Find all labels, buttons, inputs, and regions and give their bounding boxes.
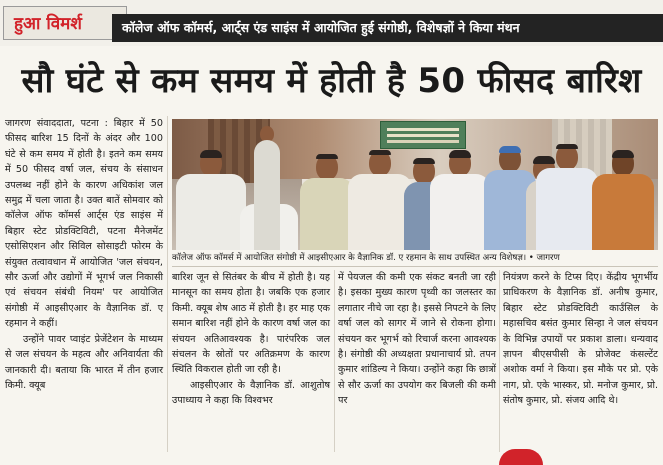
photo-caption: कॉलेज ऑफ कॉमर्स में आयोजित संगोष्ठी में आइसीएआर के वैज्ञानिक डॉ. ए रहमान के साथ उपस्थित अन्य विशेषज्ञ। • जागरण	[172, 253, 560, 263]
paragraph: में पेयजल की कमी एक संकट बनती जा रही है। इसका मुख्य कारण पृथ्वी का जलस्तर का लगातार नीचे जा रहा है। इससे निपटने के लिए वर्षा जल को सागर में जाने से रोकना होगा। संचयन कर भूगर्भ को रिचार्ज करना आवश्यक है। संगोष्ठी की अध्यक्षता प्रधानाचार्य प्रो. तपन कुमार शांडिल्य ने किया। उन्होंने कहा कि छात्रों से सौर ऊर्जा का उपयोग कर बिजली की कमी पर	[338, 272, 496, 407]
column-divider	[167, 116, 168, 452]
article-column-1	[5, 116, 163, 452]
photo-person	[348, 150, 412, 250]
article-column-3	[338, 270, 496, 452]
red-sticker-mark	[499, 449, 543, 465]
caption-rule	[172, 266, 658, 267]
headline: सौ घंटे से कम समय में होती है 50 फीसद बारिश	[21, 61, 642, 101]
strapline: कॉलेज ऑफ कॉमर्स, आर्ट्स एंड साइंस में आयोजित हुई संगोष्ठी, विशेषज्ञों ने किया मंथन	[112, 14, 663, 42]
column-divider	[334, 270, 335, 452]
photo-person	[592, 150, 654, 250]
section-kicker: हुआ विमर्श	[14, 14, 82, 34]
paragraph: आइसीएआर के वैज्ञानिक डॉ. आशुतोष उपाध्याय ने कहा कि विश्वभर	[172, 379, 330, 407]
paragraph: जागरण संवाददाता, पटना : बिहार में 50 फीसद बारिश 15 दिनों के अंदर और 100 घंटे से कम समय में होती है। इतने कम समय में 50 फीसद वर्षा जल, संचय के संसाधन उपलब्ध नहीं होने के कारण अधिकांश जल समुद्र में चला जाता है। उक्त बातें सोमवार को कॉलेज ऑफ कॉमर्स आर्ट्स एंड साइंस में बिहार स्टेट प्रोडक्टिविटी, पटना मैनेजमेंट एसोसिएशन और सिविल सोसाइटी फोरम के संयुक्त तत्वावधान में आयोजित 'जल संचयन, सौर ऊर्जा और उद्योगों में भूगर्भ जल निकासी एवं संचयन संबंधी नियम' पर आयोजित संगोष्ठी में आइसीएआर के वैज्ञानिक डॉ. ए रहमान ने कहीं।	[5, 118, 163, 330]
photo-stage-banner	[380, 121, 466, 149]
section-banner	[0, 0, 663, 46]
photo-person	[176, 150, 246, 250]
paragraph: बारिश जून से सितंबर के बीच में होती है। यह मानसून का समय होता है। जबकि एक हजार किमी. क्यूब शेष आठ में होती है। हर माह एक समान बारिश नहीं होने के कारण वर्षा जल का संचयन अतिआवश्यक है। पारंपरिक जल संचलन के स्रोतों पर अतिक्रमण के कारण स्थिति विकराल होती जा रही है।	[172, 272, 330, 376]
photo-person	[536, 144, 598, 250]
photo-person	[254, 126, 280, 250]
article-column-2	[172, 270, 330, 452]
article-column-4	[503, 270, 658, 452]
photo-person	[430, 150, 490, 250]
photo-person	[300, 154, 354, 250]
news-photo	[172, 119, 658, 250]
paragraph: उन्होंने पावर प्वाइंट प्रेजेंटेशन के माध्यम से जल संचयन के महत्व और अनिवार्यता की जानकारी दी। बताया कि भारत में तीन हजार किमी. क्यूब	[5, 333, 163, 391]
column-divider	[499, 270, 500, 452]
paragraph: नियंत्रण करने के टिप्स दिए। केंद्रीय भूगर्भीय प्राधिकरण के वैज्ञानिक डॉ. अनीष कुमार, बिहार स्टेट प्रोडक्टिविटी कार्उंसिल के महासचिव बसंत कुमार सिन्हा ने जल संचयन के विभिन्न उपायों पर प्रकाश डाला। धन्यवाद ज्ञापन बीएसपीसी के प्रोजेक्ट कंसल्टेंट अशोक वर्मा ने किया। इस मौके पर प्रो. एके नाग, प्रो. एके भास्कर, प्रो. मनोज कुमार, प्रो. संतोष कुमार, प्रो. संजय आदि थे।	[503, 272, 658, 407]
kicker-box	[3, 6, 127, 40]
